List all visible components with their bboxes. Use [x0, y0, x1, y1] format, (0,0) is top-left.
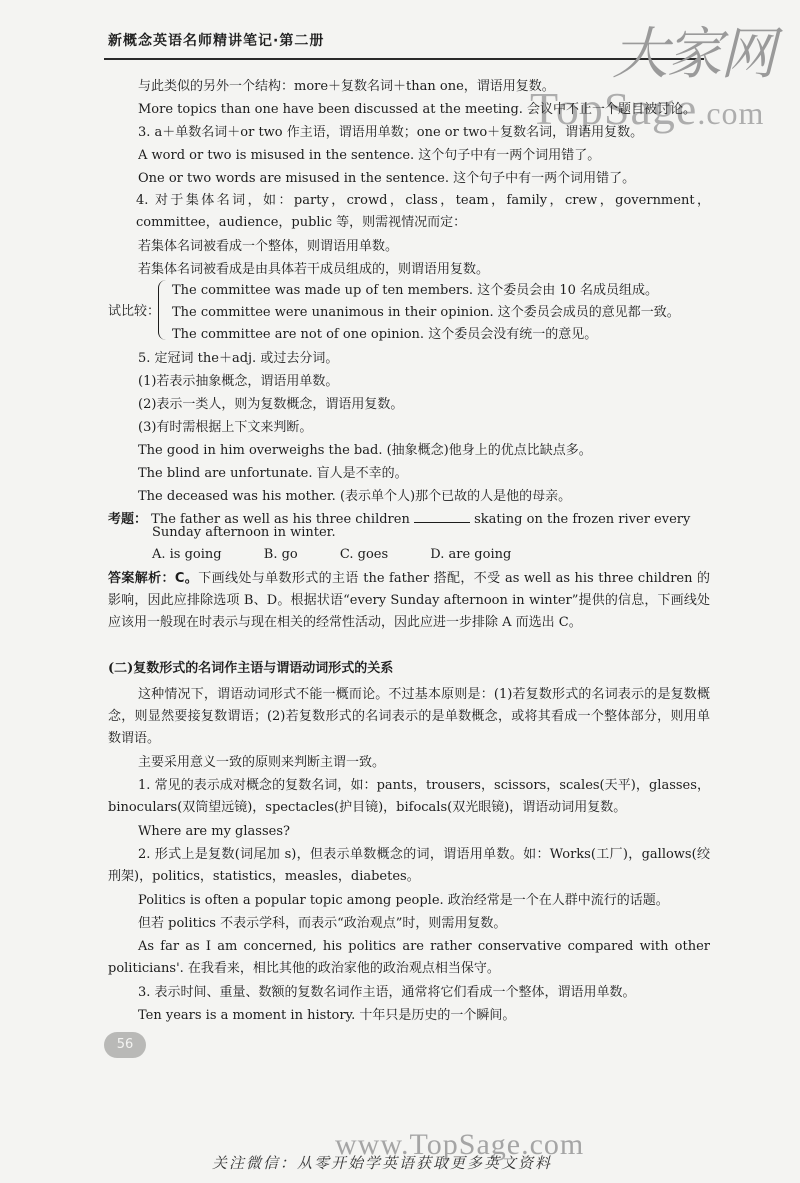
text-line: 若集体名词被看成一个整体，则谓语用单数。 — [138, 239, 399, 254]
rule-time-weight: 3. 表示时间、重量、数额的复数名词作主语，通常将它们看成一个整体，谓语用单数。 — [138, 985, 636, 1000]
topsage-name: TopSage — [530, 83, 698, 134]
running-header: 新概念英语名师精讲笔记·第二册 — [108, 33, 325, 49]
option-a: A. is going — [152, 547, 222, 562]
compare-sentence: The committee was made up of ten members. 这个委员会由 10 名成员组成。 — [172, 283, 659, 298]
example-sentence: As far as I am concerned, his politics are rather conservative compared with other politicians'. 在我看来，相比其他的政治家他的政治观点相当保守。 — [108, 939, 710, 976]
text-line: 主要采用意义一致的原则来判断主谓一致。 — [138, 755, 386, 770]
example-sentence: One or two words are misused in the sentence. 这个句子中有一两个词用错了。 — [138, 171, 636, 186]
text-line: (3)有时需根据上下文来判断。 — [138, 420, 313, 435]
rule-paired-nouns: 1. 常见的表示成对概念的复数名词，如：pants，trousers，scissors，scales(天平)，glasses，binoculars(双筒望远镜)，spectacles(护目镜)，bifocals(双光眼镜)，谓语动词用复数。 — [108, 778, 710, 815]
answer-label: 答案解析：C。 — [108, 571, 199, 586]
exam-options — [152, 544, 549, 566]
footer-watermark-url: www.TopSage.com — [335, 1128, 585, 1161]
compare-sentence: The committee are not of one opinion. 这个委员会没有统一的意见。 — [172, 327, 598, 342]
example-sentence: The blind are unfortunate. 盲人是不幸的。 — [138, 466, 408, 481]
example-sentence: A word or two is misused in the sentence. 这个句子中有一两个词用错了。 — [138, 148, 601, 163]
footer-note: 关注微信：从零开始学英语获取更多英文资料 — [212, 1154, 553, 1172]
compare-label: 试比较： — [108, 304, 161, 319]
exam-text-a: The father as well as his three children — [151, 512, 410, 527]
exam-label: 考题： — [108, 512, 148, 527]
paragraph: 这种情况下，谓语动词形式不能一概而论。不过基本原则是：(1)若复数形式的名词表示的是复数概念，则显然要接复数谓语；(2)若复数形式的名词表示的是单数概念，或将其看成一个整体部分，则用单数谓语。 — [108, 687, 710, 746]
answer-analysis — [108, 568, 710, 634]
example-sentence: Where are my glasses? — [138, 824, 290, 839]
option-b: B. go — [263, 547, 298, 562]
text-line: 与此类似的另外一个结构：more＋复数名词＋than one，谓语用复数。 — [138, 79, 555, 94]
example-sentence: More topics than one have been discussed at the meeting. 会议中不止一个题目被讨论。 — [138, 102, 697, 117]
rule-plural-form-singular: 2. 形式上是复数(词尾加 s)，但表示单数概念的词，谓语用单数。如：Works(工厂)，gallows(绞刑架)，politics，statistics，measles，diabetes。 — [108, 847, 710, 884]
rule-3: 3. a＋单数名词＋or two 作主语，谓语用单数；one or two＋复数名词，谓语用复数。 — [138, 125, 644, 140]
example-sentence: The good in him overweighs the bad. (抽象概念)他身上的优点比缺点多。 — [138, 443, 592, 458]
section-title: (二)复数形式的名词作主语与谓语动词形式的关系 — [108, 661, 394, 676]
rule-5: 5. 定冠词 the＋adj. 或过去分词。 — [138, 351, 339, 366]
page-number: 56 — [104, 1032, 146, 1058]
answer-text: 下画线处与单数形式的主语 the father 搭配，不受 as well as his three children 的影响，因此应排除选项 B、D。根据状语“every Sunday afternoon in winter”提供的信息，下画线处应该用一般现在时表示与现在相关的经常性活动，因此应进一步排除 A 而选出 C。 — [108, 571, 710, 630]
example-sentence: Politics is often a popular topic among people. 政治经常是一个在人群中流行的话题。 — [138, 893, 669, 908]
exam-question-cont: Sunday afternoon in winter. — [152, 525, 336, 540]
topsage-domain: .com — [697, 95, 765, 131]
option-c: C. goes — [339, 547, 389, 562]
example-sentence: The deceased was his mother. (表示单个人)那个已故的人是他的母亲。 — [138, 489, 572, 504]
example-sentence: Ten years is a moment in history. 十年只是历史的一个瞬间。 — [138, 1008, 516, 1023]
option-d: D. are going — [430, 547, 512, 562]
compare-brace — [158, 280, 167, 340]
text-line: 但若 politics 不表示学科，而表示“政治观点”时，则需用复数。 — [138, 916, 507, 931]
rule-4 — [136, 190, 710, 234]
exam-text-b: skating on the frozen river every — [474, 512, 691, 527]
dajia-logo: 大家网 — [612, 22, 774, 87]
text-line: (2)表示一类人，则为复数概念，谓语用复数。 — [138, 397, 404, 412]
text-line: (1)若表示抽象概念，谓语用单数。 — [138, 374, 339, 389]
compare-sentence: The committee were unanimous in their opinion. 这个委员会成员的意见都一致。 — [172, 305, 680, 320]
text-line: 若集体名词被看成是由具体若干成员组成的，则谓语用复数。 — [138, 262, 490, 277]
rule-4-text: 4. 对于集体名词，如：party，crowd，class，team，family，crew，government，committee，audience，public 等，则需视情况而定： — [136, 193, 710, 230]
